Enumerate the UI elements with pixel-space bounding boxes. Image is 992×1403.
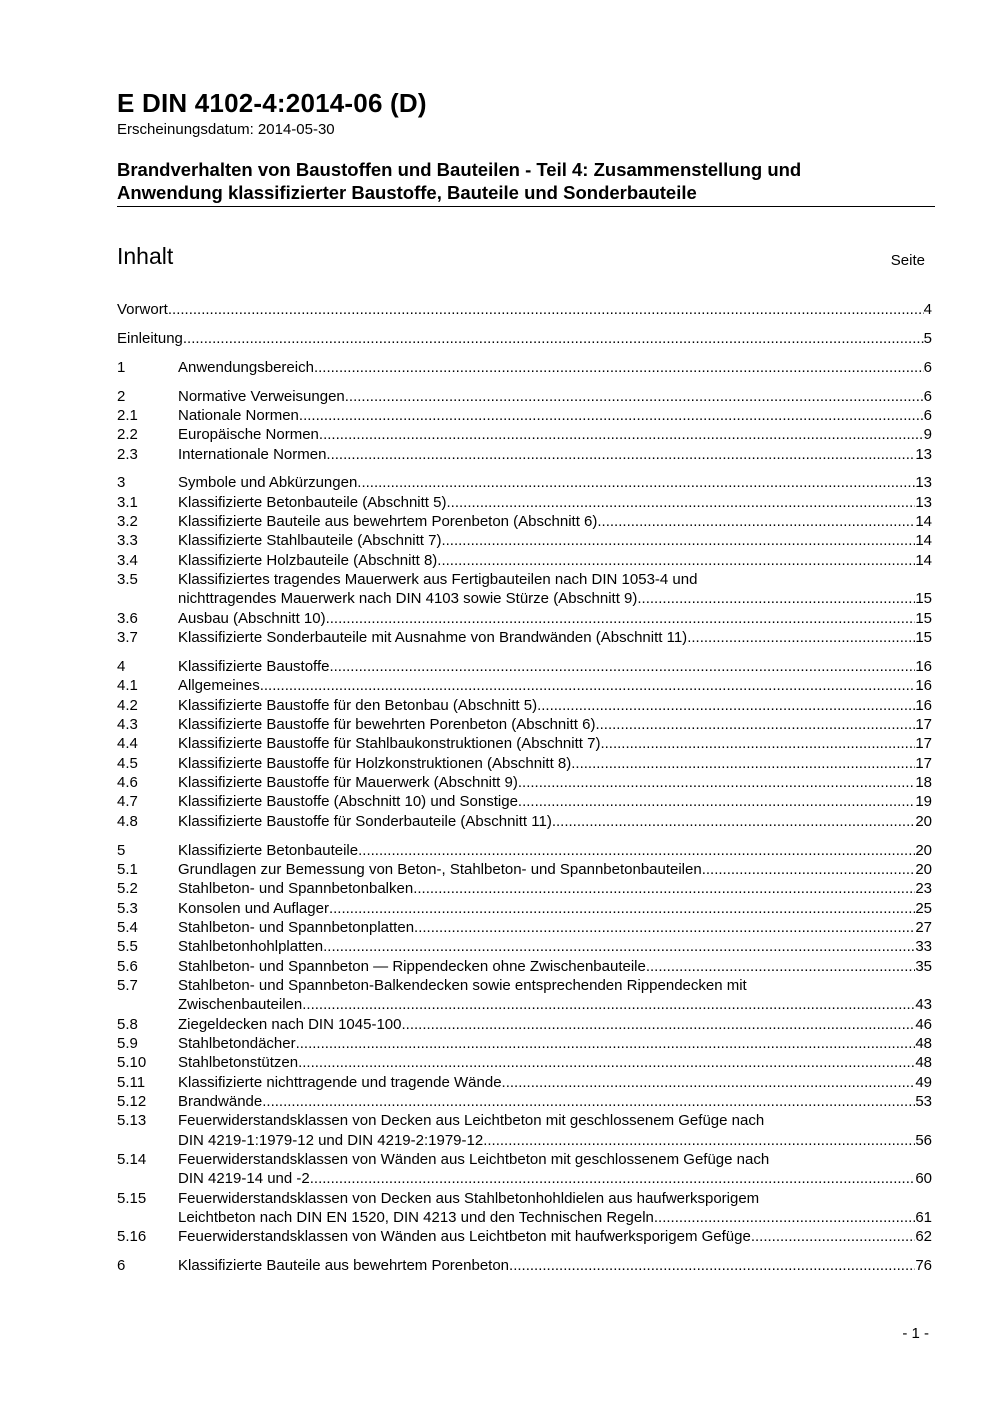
toc-entry-title: Klassifizierte Holzbauteile (Abschnitt 8)	[178, 551, 438, 569]
toc-entry-number: 2.2	[117, 426, 138, 444]
toc-leader-dots	[329, 657, 915, 676]
toc-entry[interactable]	[117, 493, 932, 512]
toc-entry-title: Klassifizierte Baustoffe für Mauerwerk (Abschnitt 9)	[178, 774, 518, 792]
toc-entry-page: 14	[915, 551, 932, 569]
toc-entry-number: 2.3	[117, 445, 138, 463]
toc-spacer	[117, 319, 932, 329]
toc-entry-title: Symbole und Abkürzungen	[178, 474, 358, 492]
toc-entry-page: 62	[915, 1228, 932, 1246]
toc-leader-dots	[298, 1053, 915, 1072]
toc-spacer	[117, 377, 932, 387]
toc-leader-dots	[751, 1227, 916, 1246]
toc-leader-dots	[637, 589, 915, 608]
toc-leader-dots	[296, 1034, 916, 1053]
toc-entry[interactable]	[117, 696, 932, 715]
toc-entry-number: 4.4	[117, 735, 138, 753]
toc-entry-number: 5.6	[117, 957, 138, 975]
toc-entry[interactable]	[117, 841, 932, 860]
toc-entry-title: Stahlbeton- und Spannbetonplatten	[178, 918, 415, 936]
toc-entry-page: 19	[915, 793, 932, 811]
toc-entry-page: 53	[915, 1093, 932, 1111]
toc-entry-number: 3	[117, 474, 126, 492]
toc-entry-number: 5.14	[117, 1151, 147, 1169]
toc-heading: Inhalt	[117, 243, 174, 269]
toc-leader-dots	[483, 1131, 915, 1150]
title-divider	[117, 206, 935, 207]
toc-entry-page: 15	[915, 629, 932, 647]
toc-entry-title: Grundlagen zur Bemessung von Beton-, Stahlbeton- und Spannbetonbauteilen	[178, 860, 702, 878]
toc-entry-number: 3.6	[117, 609, 138, 627]
toc-leader-dots	[413, 879, 915, 898]
toc-entry-number: 4.5	[117, 754, 138, 772]
toc-entry-title: Vorwort	[117, 301, 168, 318]
toc-entry[interactable]	[117, 879, 932, 898]
toc-entry[interactable]	[117, 812, 932, 831]
toc-leader-dots	[326, 609, 916, 628]
toc-entry-title: Stahlbetondächer	[178, 1035, 296, 1053]
toc-leader-dots	[326, 445, 915, 464]
toc-entry-page: 13	[915, 474, 932, 492]
toc-entry-page: 20	[915, 812, 932, 830]
toc-entry-title: Stahlbetonstützen	[178, 1054, 299, 1072]
document-id: E DIN 4102-4:2014-06 (D)	[117, 88, 427, 118]
toc-entry[interactable]	[117, 425, 932, 444]
toc-entry-number: 3.4	[117, 551, 138, 569]
toc-entry-title: Anwendungsbereich	[178, 358, 314, 376]
toc-entry[interactable]	[117, 473, 932, 492]
toc-entry-title: Stahlbetonhohlplatten	[178, 938, 324, 956]
toc-entry-title: Feuerwiderstandsklassen von Decken aus Leichtbeton mit geschlossenem Gefüge nach	[178, 1112, 765, 1130]
toc-entry-number: 5.11	[117, 1073, 146, 1091]
toc-entry-title: Stahlbeton- und Spannbeton-Balkendecken sowie entsprechenden Rippendecken mit	[178, 977, 747, 994]
toc-entry-number: 5.15	[117, 1189, 147, 1207]
toc-entry-number: 5.1	[117, 860, 138, 878]
toc-leader-dots	[518, 773, 915, 792]
toc-entry-number: 5.2	[117, 880, 138, 898]
toc-entry-page: 17	[915, 754, 932, 772]
toc-entry[interactable]	[117, 1111, 932, 1150]
toc-entry-number: 4.8	[117, 812, 138, 830]
toc-entry-title: Klassifiziertes tragendes Mauerwerk aus Fertigbauteilen nach DIN 1053-4 und	[178, 571, 698, 589]
toc-leader-dots	[702, 860, 916, 879]
toc-entry-title: Klassifizierte Baustoffe für den Betonbau (Abschnitt 5)	[178, 696, 538, 714]
toc-entry[interactable]	[117, 937, 932, 956]
toc-entry-title: Klassifizierte Baustoffe für bewehrten Porenbeton (Abschnitt 6)	[178, 716, 596, 734]
toc-entry[interactable]	[117, 1053, 932, 1072]
toc-entry-number: 5	[117, 841, 126, 859]
toc-leader-dots	[310, 1169, 916, 1188]
toc-entry-title-continued: nichttragendes Mauerwerk nach DIN 4103 sowie Stürze (Abschnitt 9)	[178, 590, 638, 608]
toc-entry-number: 3.5	[117, 571, 138, 589]
toc-leader-dots	[319, 425, 924, 444]
toc-spacer	[117, 348, 932, 358]
toc-entry-page: 33	[915, 938, 932, 956]
toc-entry-title: Feuerwiderstandsklassen von Wänden aus Leichtbeton mit geschlossenem Gefüge nach	[178, 1151, 770, 1169]
toc-entry-title: Klassifizierte Betonbauteile (Abschnitt 5)	[178, 493, 447, 511]
toc-leader-dots	[552, 812, 915, 831]
toc-entry[interactable]	[117, 531, 932, 550]
toc-leader-dots	[646, 957, 915, 976]
toc-entry-number: 3.1	[117, 493, 138, 511]
toc-entry-title: Allgemeines	[178, 677, 260, 695]
toc-entry-page: 16	[915, 696, 932, 714]
toc-entry-page: 13	[915, 445, 932, 463]
toc-entry-number: 4.2	[117, 696, 138, 714]
toc-entry-page: 14	[915, 532, 932, 550]
toc-entry-title-continued: Leichtbeton nach DIN EN 1520, DIN 4213 und den Technischen Regeln	[178, 1209, 654, 1227]
toc-entry-title: Internationale Normen	[178, 445, 327, 463]
page-column-label: Seite	[890, 252, 925, 269]
toc-leader-dots	[597, 512, 915, 531]
toc-entry-page: 6	[923, 358, 932, 376]
toc-entry-title: Klassifizierte Stahlbauteile (Abschnitt 7)	[178, 532, 442, 550]
toc-entry-title: Ausbau (Abschnitt 10)	[178, 609, 326, 627]
toc-spacer	[117, 1247, 932, 1257]
toc-entry-number: 5.3	[117, 899, 138, 917]
toc-leader-dots	[571, 754, 915, 773]
toc-entry-page: 4	[923, 301, 932, 318]
toc-entry-title: Normative Verweisungen	[178, 387, 345, 405]
toc-leader-dots	[595, 715, 915, 734]
toc-entry-title: Europäische Normen	[178, 426, 319, 444]
toc-leader-dots	[183, 329, 924, 348]
toc-entry-page: 76	[915, 1257, 932, 1275]
toc-entry-page: 16	[915, 677, 932, 695]
toc-entry-title: Feuerwiderstandsklassen von Wänden aus Leichtbeton mit haufwerksporigem Gefüge	[178, 1228, 751, 1246]
toc-entry-number: 4.1	[117, 677, 138, 695]
toc-leader-dots	[687, 628, 915, 647]
toc-entry-page: 15	[915, 590, 932, 608]
page-number: - 1 -	[902, 1325, 929, 1342]
toc-entry-title: Brandwände	[178, 1093, 263, 1111]
toc-entry[interactable]	[117, 300, 932, 319]
toc-leader-dots	[168, 300, 924, 319]
toc-entry-number: 2	[117, 387, 126, 405]
toc-leader-dots	[441, 531, 915, 550]
toc-entry[interactable]	[117, 1034, 932, 1053]
toc-entry-number: 1	[117, 358, 126, 376]
toc-entry[interactable]	[117, 657, 932, 676]
toc-entry[interactable]	[117, 976, 932, 1015]
toc-entry-page: 48	[915, 1035, 932, 1053]
toc-entry-number: 2.1	[117, 406, 138, 424]
toc-spacer	[117, 831, 932, 841]
toc-leader-dots	[329, 899, 915, 918]
toc-entry-number: 3.7	[117, 629, 138, 647]
toc-leader-dots	[299, 406, 924, 425]
toc-entry-title: Konsolen und Auflager	[178, 899, 329, 917]
toc-entry-page: 35	[915, 957, 932, 975]
toc-leader-dots	[518, 792, 915, 811]
toc-entry[interactable]	[117, 1015, 932, 1034]
toc-entry[interactable]	[117, 551, 932, 570]
toc-entry-title: Stahlbeton- und Spannbeton — Rippendecken ohne Zwischenbauteile	[178, 957, 646, 975]
toc-entry-page: 46	[915, 1015, 932, 1033]
toc-entry-page: 14	[915, 513, 932, 531]
toc-entry[interactable]	[117, 957, 932, 976]
toc-leader-dots	[437, 551, 915, 570]
toc-spacer	[117, 648, 932, 658]
toc-leader-dots	[446, 493, 915, 512]
toc-entry-number: 5.5	[117, 938, 138, 956]
toc-entry-number: 4.7	[117, 793, 138, 811]
toc-entry-title: Klassifizierte Sonderbauteile mit Ausnahme von Brandwänden (Abschnitt 11)	[178, 629, 688, 647]
toc-entry-title: Klassifizierte Baustoffe für Stahlbaukonstruktionen (Abschnitt 7)	[178, 735, 601, 753]
toc-entry-number: 4.3	[117, 716, 138, 734]
toc-leader-dots	[600, 734, 915, 753]
toc-entry-title-continued: Zwischenbauteilen	[178, 996, 303, 1014]
toc-entry-title: Klassifizierte Betonbauteile	[178, 841, 359, 859]
toc-leader-dots	[502, 1073, 916, 1092]
toc-entry[interactable]	[117, 754, 932, 773]
toc-entry-page: 27	[915, 918, 932, 936]
toc-entry[interactable]	[117, 715, 932, 734]
toc-entry-title: Ziegeldecken nach DIN 1045-100	[178, 1015, 402, 1033]
document-title-line-1: Brandverhalten von Baustoffen und Bauteilen - Teil 4: Zusammenstellung und	[117, 159, 802, 180]
publication-date: Erscheinungsdatum: 2014-05-30	[117, 121, 335, 138]
toc-entry[interactable]	[117, 773, 932, 792]
toc-entry-number: 5.8	[117, 1015, 138, 1033]
toc-entry-title: Klassifizierte Baustoffe (Abschnitt 10) und Sonstige	[178, 793, 518, 811]
document-title-line-2: Anwendung klassifizierter Baustoffe, Bauteile und Sonderbauteile	[117, 182, 697, 203]
toc-entry-number: 5.9	[117, 1035, 138, 1053]
toc-leader-dots	[345, 387, 924, 406]
toc-entry-number: 6	[117, 1257, 126, 1275]
toc-entry-page: 20	[915, 860, 932, 878]
document-title	[117, 158, 937, 204]
toc-entry-title: Nationale Normen	[178, 406, 299, 424]
toc-entry-page: 49	[915, 1073, 932, 1091]
toc-entry[interactable]	[117, 792, 932, 811]
toc-entry-page: 18	[915, 774, 932, 792]
toc-leader-dots	[358, 841, 915, 860]
toc-entry-number: 5.10	[117, 1054, 147, 1072]
toc-spacer	[117, 464, 932, 474]
toc-entry-page: 9	[923, 426, 932, 444]
toc-entry[interactable]	[117, 329, 932, 348]
toc-entry-page: 25	[915, 899, 932, 917]
toc-entry-title: Klassifizierte Baustoffe	[178, 658, 330, 675]
toc-entry[interactable]	[117, 860, 932, 879]
toc-entry-number: 3.3	[117, 532, 138, 550]
toc-entry-page: 48	[915, 1054, 932, 1072]
toc-leader-dots	[509, 1256, 915, 1275]
toc-entry-number: 5.4	[117, 918, 138, 936]
toc-entry[interactable]	[117, 676, 932, 695]
toc-entry[interactable]	[117, 899, 932, 918]
toc-entry-number: 3.2	[117, 513, 138, 531]
toc-entry-title-continued: DIN 4219-14 und -2	[178, 1170, 310, 1188]
toc-leader-dots	[654, 1208, 915, 1227]
toc-entry-number: 5.16	[117, 1228, 147, 1246]
toc-entry[interactable]	[117, 387, 932, 406]
toc-entry-page: 6	[923, 387, 932, 405]
toc-entry-page: 60	[915, 1170, 932, 1188]
toc-entry[interactable]	[117, 445, 932, 464]
toc-leader-dots	[262, 1092, 915, 1111]
toc-entry-page: 17	[915, 716, 932, 734]
toc-entry-title: Klassifizierte Baustoffe für Sonderbauteile (Abschnitt 11)	[178, 812, 552, 830]
toc-entry-title-continued: DIN 4219-1:1979-12 und DIN 4219-2:1979-12	[178, 1131, 484, 1149]
toc-leader-dots	[401, 1015, 915, 1034]
toc-leader-dots	[302, 995, 915, 1014]
toc-entry-title: Klassifizierte Baustoffe für Holzkonstruktionen (Abschnitt 8)	[178, 754, 572, 772]
toc-entry-number: 5.7	[117, 977, 138, 994]
toc-entry-number: 5.12	[117, 1093, 147, 1111]
toc-entry[interactable]	[117, 1256, 932, 1275]
toc-entry-title: Einleitung	[117, 329, 183, 347]
toc-entry-title: Feuerwiderstandsklassen von Decken aus Stahlbetonhohldielen aus haufwerksporigem	[178, 1189, 760, 1207]
toc-entry[interactable]	[117, 358, 932, 377]
toc-entry-number: 4.6	[117, 774, 138, 792]
toc-entry-page: 15	[915, 609, 932, 627]
toc-entry[interactable]	[117, 1073, 932, 1092]
toc-leader-dots	[537, 696, 915, 715]
toc-entry-page: 5	[923, 329, 932, 347]
toc-entry-page: 6	[923, 406, 932, 424]
toc-entry[interactable]	[117, 609, 932, 628]
toc-entry-page: 13	[915, 493, 932, 511]
toc-entry-page: 61	[915, 1209, 932, 1227]
toc-entry[interactable]	[117, 918, 932, 937]
toc-entry[interactable]	[117, 1189, 932, 1228]
toc-entry-title: Klassifizierte nichttragende und tragende Wände	[178, 1073, 502, 1091]
toc-entry-title: Klassifizierte Bauteile aus bewehrtem Porenbeton (Abschnitt 6)	[178, 513, 598, 531]
toc-entry-number: 5.13	[117, 1112, 147, 1130]
toc-entry-page: 17	[915, 735, 932, 753]
toc-entry-title: Klassifizierte Bauteile aus bewehrtem Porenbeton	[178, 1257, 510, 1275]
toc-entry[interactable]	[117, 1227, 932, 1246]
toc-leader-dots	[414, 918, 915, 937]
toc-entry-title: Stahlbeton- und Spannbetonbalken	[178, 880, 414, 898]
toc-leader-dots	[357, 473, 915, 492]
toc-leader-dots	[260, 676, 916, 695]
toc-entry[interactable]	[117, 1092, 932, 1111]
toc-entry-page: 20	[915, 841, 932, 859]
toc-leader-dots	[323, 937, 915, 956]
toc-entry[interactable]	[117, 1150, 932, 1189]
toc-entry[interactable]	[117, 570, 932, 609]
toc-entry-page: 16	[915, 658, 932, 675]
toc-entry[interactable]	[117, 734, 932, 753]
toc-entry[interactable]	[117, 512, 932, 531]
toc-entry[interactable]	[117, 628, 932, 647]
toc-entry-number: 4	[117, 658, 126, 675]
toc-entry[interactable]	[117, 406, 932, 425]
table-of-contents	[117, 300, 932, 1276]
toc-entry-page: 56	[915, 1131, 932, 1149]
toc-leader-dots	[314, 358, 924, 377]
toc-entry-page: 23	[915, 880, 932, 898]
toc-entry-page: 43	[915, 996, 932, 1014]
